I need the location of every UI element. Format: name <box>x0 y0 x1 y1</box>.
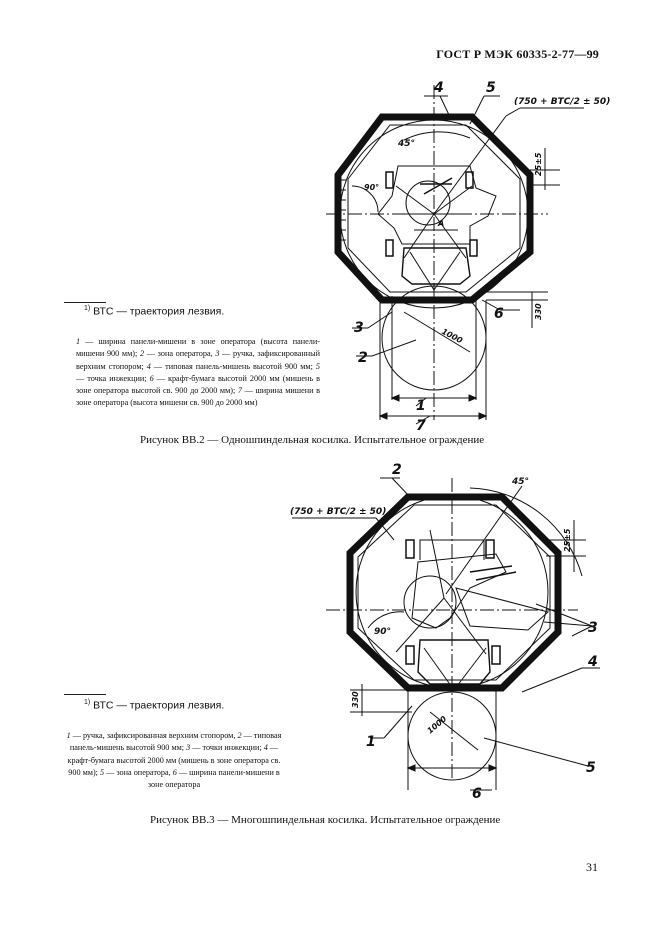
fig1-formula-label: (750 + ВТС/2 ± 50) <box>514 97 611 107</box>
legend-number: 6 <box>149 373 154 383</box>
fig1-callout-2: 2 <box>358 350 368 366</box>
fig2-dim330-label: 330 <box>351 691 360 708</box>
legend-number: 1 <box>76 337 81 346</box>
fig1-point-a-label: A <box>438 219 445 228</box>
fig2-angle90-label: 90° <box>374 627 392 637</box>
fig1-footnote-text: ВТС — траектория лезвия. <box>93 305 225 318</box>
fig2-callout-5: 5 <box>586 760 596 776</box>
fig2-legend <box>66 730 282 791</box>
document-header: ГОСТ Р МЭК 60335-2-77—99 <box>436 47 599 61</box>
legend-text: — ширина панели-мишени в зоне оператора (высота панели-мишени 900 мм); <box>76 337 320 359</box>
legend-text: — ручка, зафиксированная верхним стопором, <box>70 731 238 740</box>
fig1-caption: Рисунок ВВ.2 — Одношпиндельная косилка. Испытательное ограждение <box>140 434 485 446</box>
fig1-callout-7: 7 <box>416 418 426 434</box>
legend-number: 4 <box>146 361 151 371</box>
fig2-callout-1: 1 <box>366 734 376 750</box>
legend-number: 4 <box>263 743 268 753</box>
fig1-dim25-label: 25±5 <box>534 152 543 176</box>
legend-text: — точка инжекции; <box>76 373 150 383</box>
fig2-dim1000-label: 1000 <box>425 714 449 736</box>
legend-number: 5 <box>100 767 105 777</box>
fig2-footnote-rule <box>64 694 106 695</box>
fig2-footnote-mark: 1) <box>84 699 91 706</box>
fig2-footnote <box>84 699 224 712</box>
fig1-callout-4: 4 <box>434 80 444 96</box>
legend-number: 2 <box>140 349 145 359</box>
fig1-callout-6: 6 <box>494 306 504 322</box>
legend-number: 5 <box>315 361 320 371</box>
fig1-angle90-label: 90° <box>364 183 380 192</box>
legend-text: — точки инжекции; <box>190 743 264 753</box>
fig1-callout-5: 5 <box>486 80 496 96</box>
fig2-formula-label: (750 + ВТС/2 ± 50) <box>290 507 387 517</box>
fig2-callout-2: 2 <box>392 462 402 478</box>
fig1-dim1000-label: 1000 <box>440 326 464 346</box>
fig2-callout-3: 3 <box>588 620 598 636</box>
fig1-footnote <box>84 305 224 318</box>
legend-number: 2 <box>237 731 242 740</box>
fig1-callout-3: 3 <box>354 320 364 336</box>
legend-text: — типовая панель-мишень высотой 900 мм; <box>69 731 282 753</box>
legend-number: 1 <box>66 731 71 740</box>
legend-text: — крафт-бумага высотой 2000 мм (мишень в зоне оператора высотой св. 900 до 2000 мм); <box>76 373 320 396</box>
legend-number: 6 <box>172 767 177 777</box>
legend-text: — типовая панель-мишень высотой 900 мм; <box>150 361 316 371</box>
fig1-footnote-mark: 1) <box>84 305 91 312</box>
fig2-dim25-label: 25±5 <box>563 528 572 552</box>
fig2-caption: Рисунок ВВ.3 — Многошпиндельная косилка. Испытательное ограждение <box>150 814 501 826</box>
legend-text: — крафт-бумага высотой 2000 мм (мишень в зоне оператора св. 900 мм); <box>67 743 281 777</box>
legend-number: 3 <box>186 743 191 753</box>
legend-text: — ручка, зафиксированный верхним стопором; <box>76 349 320 371</box>
legend-number: 3 <box>215 349 220 359</box>
fig2-footnote-text: ВТС — траектория лезвия. <box>93 699 225 712</box>
legend-number: 7 <box>237 386 243 396</box>
fig1-dim330-label: 330 <box>534 303 543 320</box>
fig1-legend <box>76 336 320 410</box>
fig2-angle45-label: 45° <box>512 477 530 487</box>
legend-text: — зона оператора, <box>104 767 173 777</box>
legend-text: — ширина мишени в зоне оператора (высота мишени св. 900 до 2000 мм) <box>76 386 320 408</box>
fig2-callout-4: 4 <box>588 654 598 670</box>
legend-text: — зона оператора, <box>144 349 216 359</box>
fig1-angle45-label: 45° <box>398 139 416 149</box>
fig1-footnote-rule <box>64 302 106 303</box>
page-number: 31 <box>586 860 598 874</box>
fig1-callout-1: 1 <box>416 398 426 414</box>
fig2-callout-6: 6 <box>472 786 482 802</box>
legend-text: — ширина панели-мишени в зоне оператора <box>147 767 280 790</box>
